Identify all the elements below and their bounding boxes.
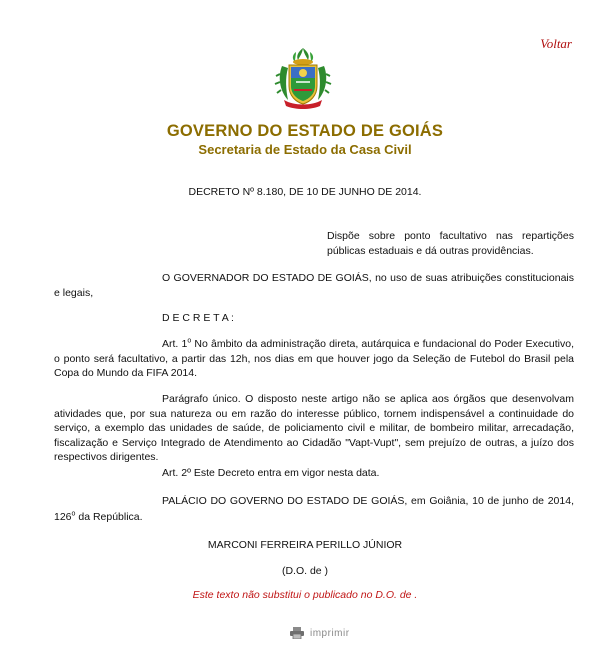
disclaimer-note: Este texto não substitui o publicado no D.O. de . <box>192 589 418 601</box>
decree-heading: DECRETO Nº 8.180, DE 10 DE JUNHO DE 2014. <box>188 186 422 198</box>
decree-summary-line1: Dispõe sobre ponto facultativo nas repartições <box>327 230 574 242</box>
signatory-name: MARCONI FERREIRA PERILLO JÚNIOR <box>207 539 403 551</box>
article-2: Art. 2º Este Decreto entra em vigor nesta data. <box>162 467 380 479</box>
article-1-ordinal: o <box>187 337 192 345</box>
decreta-label: D E C R E T A : <box>162 312 234 324</box>
article-1 <box>54 337 574 381</box>
printer-icon <box>290 627 304 639</box>
department-subtitle: Secretaria de Estado da Casa Civil <box>198 142 412 157</box>
back-link[interactable]: Voltar <box>540 36 572 51</box>
article-1-text: No âmbito da administração direta, autárquica e fundacional do Poder Executivo, o ponto será facultativo, a partir das 12h, nos dias em que houver jogo da Seleção de Futebol do Brasil pela Copa do Mundo da FIFA 2014. <box>54 338 574 379</box>
print-label: imprimir <box>310 627 350 639</box>
republic-year-ordinal: o <box>71 510 76 518</box>
decree-preamble: O GOVERNADOR DO ESTADO DE GOIÁS, no uso de suas atribuições constitucionais e legais, <box>54 272 574 299</box>
government-title: GOVERNO DO ESTADO DE GOIÁS <box>166 122 444 140</box>
article-1-label: Art. 1 <box>162 338 188 350</box>
sole-paragraph: Parágrafo único. O disposto neste artigo não se aplica aos órgãos que desenvolvam atividades que, por sua natureza ou em razão do interesse público, tornem indispensável a continuidade do serviço, a exemplo das unidades de saúde, de policiamento civil e militar, de bombeiro militar, arrecadação, fiscalização e Serviço Integrado de Atendimento ao Cidadão "Vapt-Vupt", sem prejuízo de outras, a juízo dos respectivos dirigentes. <box>54 393 574 463</box>
republic-year-number: 126 <box>54 511 72 523</box>
print-button[interactable] <box>290 627 350 639</box>
palace-line: PALÁCIO DO GOVERNO DO ESTADO DE GOIÁS, em Goiânia, 10 de junho de 2014, <box>162 495 574 507</box>
republic-year-tail: da República. <box>75 511 143 523</box>
official-gazette-reference: (D.O. de ) <box>281 565 329 577</box>
goias-coat-of-arms-icon <box>274 46 332 112</box>
decree-summary-line2: públicas estaduais e dá outras providências. <box>327 245 534 257</box>
republic-year <box>54 510 143 525</box>
